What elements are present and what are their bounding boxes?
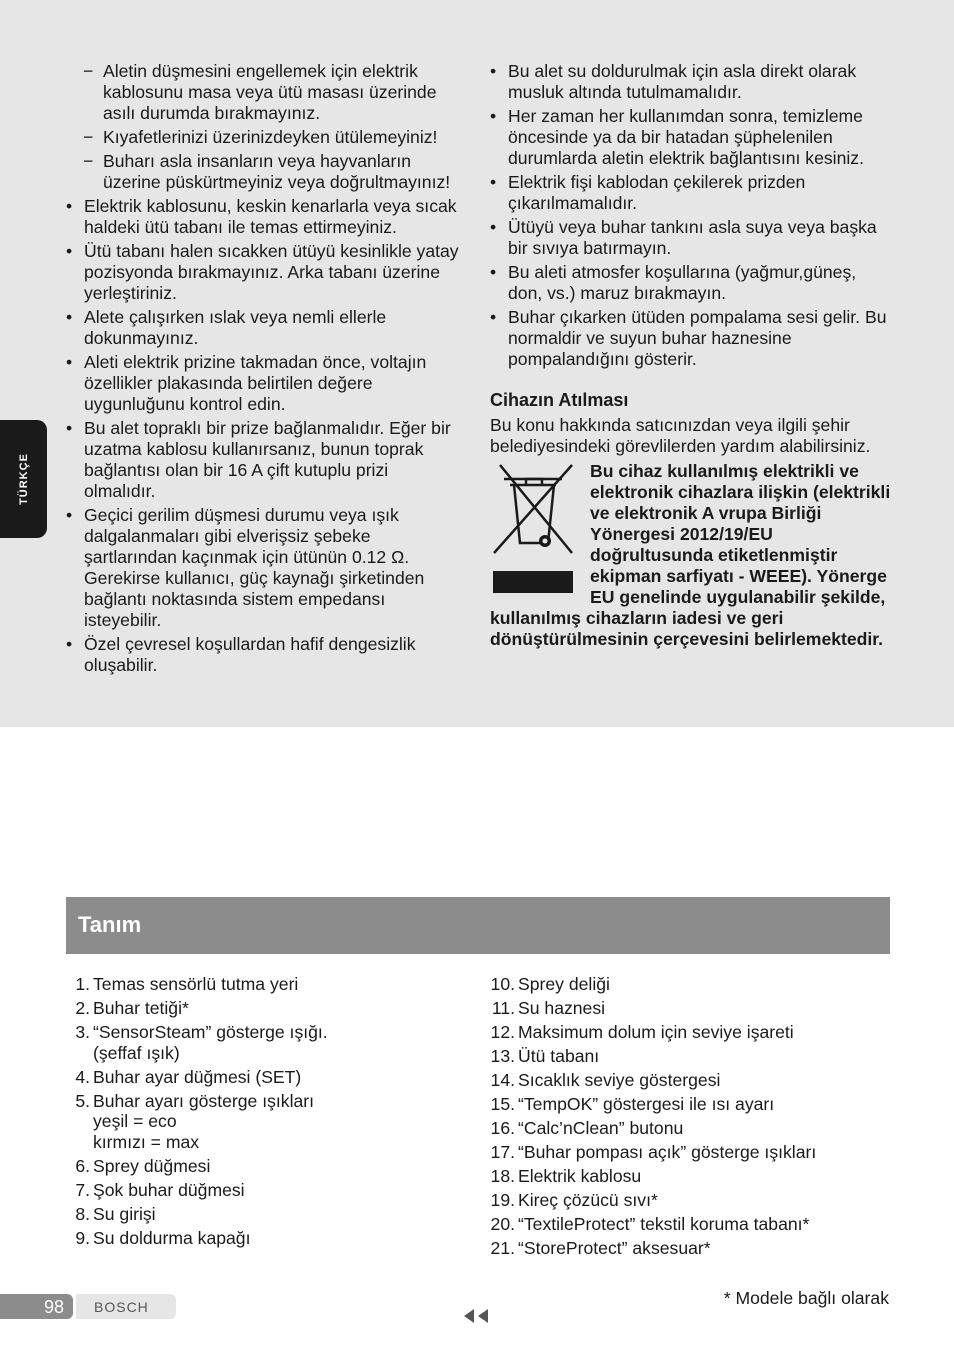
part-number: 16. [490,1118,515,1138]
bullet-item: • Geçici gerilim düşmesi durumu veya ışık dalgalanmaları gibi elverişsiz şebeke şartlarından kaçınmak için ütünün 0.12 Ω. Gerekirse kullanıcı, güç kaynağı şirketinden bağlantı noktasında sistem empedansı isteyebilir. [66,505,425,630]
part-label: Şok buhar düğmesi [93,1179,245,1200]
bullet-list [62,196,464,676]
bullet-item: • Elektrik fişi kablodan çekilerek prizden çıkarılmamalıdır. [490,172,806,213]
page-number-badge [0,1294,73,1319]
safety-column-right [486,61,891,650]
part-item [66,1091,466,1153]
language-tab [0,420,47,538]
part-label: Kireç çözücü sıvı* [518,1190,658,1210]
part-number: 17. [490,1142,515,1162]
part-label: “Calc’nClean” butonu [518,1118,684,1138]
part-sublabel: kırmızı = max [93,1131,200,1152]
part-label: “TextileProtect” tekstil koruma tabanı* [518,1214,810,1234]
part-label: “TempOK” göstergesi ile ısı ayarı [518,1094,775,1114]
crossed-out-wheelie-bin-icon [490,463,576,595]
part-item [66,974,466,995]
part-item [486,1022,890,1043]
part-item [66,1156,466,1177]
part-item [486,998,890,1019]
part-item [66,1067,466,1088]
bullet-item: • Alete çalışırken ıslak veya nemli ellerle dokunmayınız. [66,307,387,348]
disposal-text: Bu konu hakkında satıcınızdan veya ilgili şehir belediyesindeki görevlilerden yardım alabilirsiniz. [490,415,871,456]
bullet-item: • Ütüyü veya buhar tankını asla suya veya başka bir sıvıya batırmayın. [490,217,877,258]
part-label: Buhar tetiği* [93,998,189,1018]
part-number: 6. [75,1155,90,1176]
part-sublabel: (şeffaf ışık) [93,1042,180,1063]
part-number: 5. [75,1090,90,1111]
bullet-list [486,61,891,370]
part-label: Su doldurma kapağı [93,1227,251,1248]
parts-list-left [66,974,466,1252]
part-label: Temas sensörlü tutma yeri [93,974,299,994]
part-number: 9. [75,1227,90,1248]
part-number: 1. [75,974,90,994]
part-number: 3. [75,1022,90,1042]
part-label: Elektrik kablosu [518,1166,642,1186]
part-item [486,974,890,995]
page-number: 98 [43,1297,64,1317]
part-label: Sıcaklık seviye göstergesi [518,1070,721,1090]
part-item [66,1022,466,1063]
part-number: 2. [75,998,90,1018]
safety-column-left [62,61,464,679]
footnote: * Modele bağlı olarak [723,1288,889,1308]
part-number: 19. [490,1190,515,1210]
part-number: 12. [490,1022,515,1042]
part-item [66,998,466,1019]
dash-item: − Kıyafetlerinizi üzerinizdeyken ütülemeyiniz! [83,127,438,147]
parts-list [66,974,466,1248]
parts-list-right [486,974,890,1262]
bullet-item: • Bu alet su doldurulmak için asla direkt olarak musluk altında tutulmamalıdır. [490,61,857,102]
part-item [486,1190,890,1211]
weee-notice [490,461,891,650]
bullet-item: • Buhar çıkarken ütüden pompalama sesi gelir. Bu normaldir ve suyun buhar haznesine pompalandığını gösterir. [490,307,887,369]
part-item [486,1166,890,1187]
part-item [486,1094,890,1115]
bullet-item: • Elektrik kablosunu, keskin kenarlarla veya sıcak haldeki ütü tabanı ile temas ettirmeyiniz. [66,196,457,237]
part-label: Buhar ayar düğmesi (SET) [93,1066,302,1087]
part-item [66,1180,466,1201]
bullet-item: • Özel çevresel koşullardan hafif dengesizlik oluşabilir. [66,634,416,675]
dash-item: − Buharı asla insanların veya hayvanların üzerine püskürtmeyiniz veya doğrultmayınız! [83,151,451,192]
part-label: Su haznesi [518,998,606,1018]
part-label: Sprey deliği [518,974,610,994]
part-number: 20. [490,1214,515,1234]
language-tab-label: TÜRKÇE [17,453,30,505]
dash-item: − Aletin düşmesini engellemek için elektrik kablosunu masa veya ütü masası üzerinde asılı durumda bırakmayınız. [83,61,437,123]
bullet-item: • Bu alet topraklı bir prize bağlanmalıdır. Eğer bir uzatma kablosu kullanırsanız, bunun toprak bağlantısı olan bir 16 A çift kutuplu prizi olmalıdır. [66,418,451,501]
part-label: “SensorSteam” gösterge ışığı. [93,1022,328,1042]
part-label: Maksimum dolum için seviye işareti [518,1022,794,1042]
parts-list [486,974,890,1259]
bullet-item: • Aleti elektrik prizine takmadan önce, voltajın özellikler plakasında belirtilen değere uygunluğunu kontrol edin. [66,352,427,414]
part-label: Ütü tabanı [518,1046,600,1066]
part-number: 14. [490,1070,515,1090]
part-label: Buhar ayarı gösterge ışıkları [93,1090,315,1111]
part-item [486,1046,890,1067]
bullet-item: • Her zaman her kullanımdan sonra, temizleme öncesinde ya da bir hatadan şüphelenilen durumlarda aletin elektrik bağlantısını kesiniz. [490,106,864,168]
part-number: 10. [490,974,515,994]
part-item [486,1142,890,1163]
part-item [66,1204,466,1225]
part-item [486,1118,890,1139]
part-number: 11. [491,998,515,1018]
part-number: 8. [75,1203,90,1224]
part-item [66,1228,466,1249]
part-number: 21. [490,1238,515,1258]
part-label: Su girişi [93,1203,156,1224]
part-label: Sprey düğmesi [93,1155,211,1176]
brand-name: BOSCH [94,1299,149,1315]
section-title-bar [66,897,890,954]
part-item [486,1214,890,1235]
part-number: 15. [490,1094,515,1114]
part-number: 4. [75,1066,90,1087]
dash-list [62,61,464,193]
part-item [486,1070,890,1091]
double-left-arrow-icon[interactable] [462,1309,490,1323]
disposal-heading: Cihazın Atılması [490,390,629,410]
part-label: “Buhar pompası açık” gösterge ışıkları [518,1142,817,1162]
part-label: “StoreProtect” aksesuar* [518,1238,711,1258]
part-number: 7. [75,1179,90,1200]
part-number: 13. [490,1046,515,1066]
part-number: 18. [490,1166,515,1186]
bullet-item: • Bu aleti atmosfer koşullarına (yağmur,güneş, don, vs.) maruz bırakmayın. [490,262,857,303]
part-sublabel: yeşil = eco [93,1111,177,1131]
brand-badge [76,1294,176,1319]
part-item [486,1238,890,1259]
section-title: Tanım [78,912,142,937]
weee-text: Bu cihaz kullanılmış elektrikli ve elektronik cihazlara ilişkin (elektrikli ve elektronik A vrupa Birliği Yönergesi 2012/19/EU doğrultusunda etiketlenmiştir ekipman sarfiyatı - WEEE). Yönerge EU genelinde uygulanabilir şekilde, kullanılmış cihazların iadesi ve geri dönüştürülmesinin çerçevesini belirlemektedir. [490,461,891,649]
bullet-item: • Ütü tabanı halen sıcakken ütüyü kesinlikle yatay pozisyonda bırakmayınız. Arka tabanı üzerine yerleştiriniz. [66,241,459,303]
